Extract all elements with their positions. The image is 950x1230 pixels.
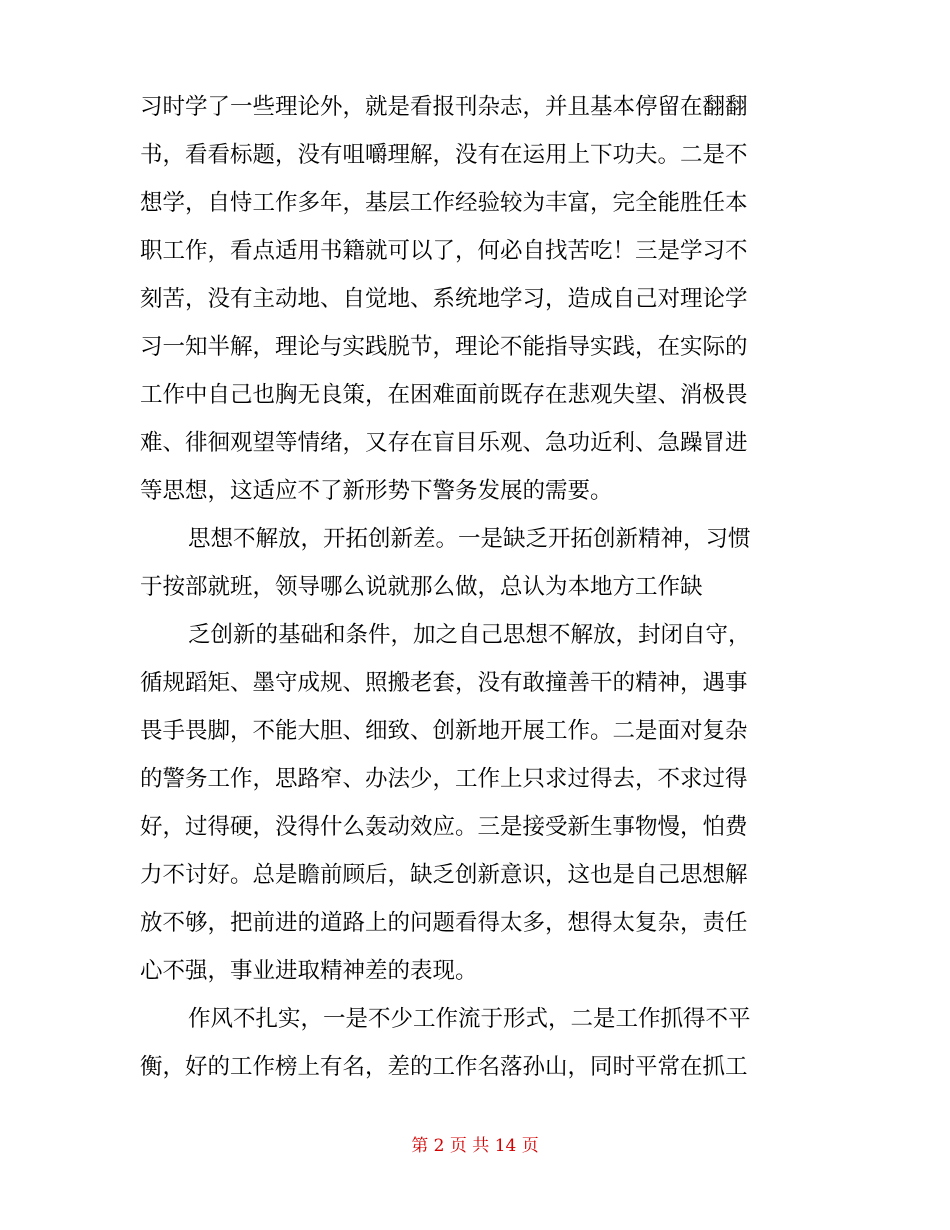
text-line: 书，看看标题，没有咀嚼理解，没有在运用上下功夫。二是不 <box>140 142 748 168</box>
text-line: 好，过得硬，没得什么轰动效应。三是接受新生事物慢，怕费 <box>140 814 748 840</box>
text-line: 循规蹈矩、墨守成规、照搬老套，没有敢撞善干的精神，遇事 <box>140 670 748 696</box>
paragraph-first-line: 作风不扎实，一是不少工作流于形式，二是工作抓得不平 <box>188 1006 751 1032</box>
text-line: 的警务工作，思路窄、办法少，工作上只求过得去，不求过得 <box>140 766 748 792</box>
text-line: 职工作，看点适用书籍就可以了，何必自找苦吃！三是学习不 <box>140 238 748 264</box>
text-line: 畏手畏脚，不能大胆、细致、创新地开展工作。二是面对复杂 <box>140 718 748 744</box>
page-number-footer: 第 2 页 共 14 页 <box>411 1136 539 1156</box>
paragraph-first-line: 思想不解放，开拓创新差。一是缺乏开拓创新精神，习惯 <box>188 526 751 552</box>
text-line: 于按部就班，领导哪么说就那么做，总认为本地方工作缺 <box>140 574 703 600</box>
text-line: 等思想，这适应不了新形势下警务发展的需要。 <box>140 478 613 504</box>
paragraph-first-line: 乏创新的基础和条件，加之自己思想不解放，封闭自守， <box>188 622 751 648</box>
text-line: 力不讨好。总是瞻前顾后，缺乏创新意识，这也是自己思想解 <box>140 862 748 888</box>
text-line: 难、徘徊观望等情绪，又存在盲目乐观、急功近利、急躁冒进 <box>140 430 748 456</box>
text-line: 衡，好的工作榜上有名，差的工作名落孙山，同时平常在抓工 <box>140 1054 748 1080</box>
text-line: 习一知半解，理论与实践脱节，理论不能指导实践，在实际的 <box>140 334 748 360</box>
text-line: 放不够，把前进的道路上的问题看得太多，想得太复杂，责任 <box>140 910 748 936</box>
text-line: 想学，自恃工作多年，基层工作经验较为丰富，完全能胜任本 <box>140 190 748 216</box>
text-line: 心不强，事业进取精神差的表现。 <box>140 958 478 984</box>
text-line: 工作中自己也胸无良策，在困难面前既存在悲观失望、消极畏 <box>140 382 748 408</box>
body-text <box>140 83 812 1091</box>
text-line: 刻苦，没有主动地、自觉地、系统地学习，造成自己对理论学 <box>140 286 748 312</box>
text-line: 习时学了一些理论外，就是看报刊杂志，并且基本停留在翻翻 <box>140 94 748 120</box>
